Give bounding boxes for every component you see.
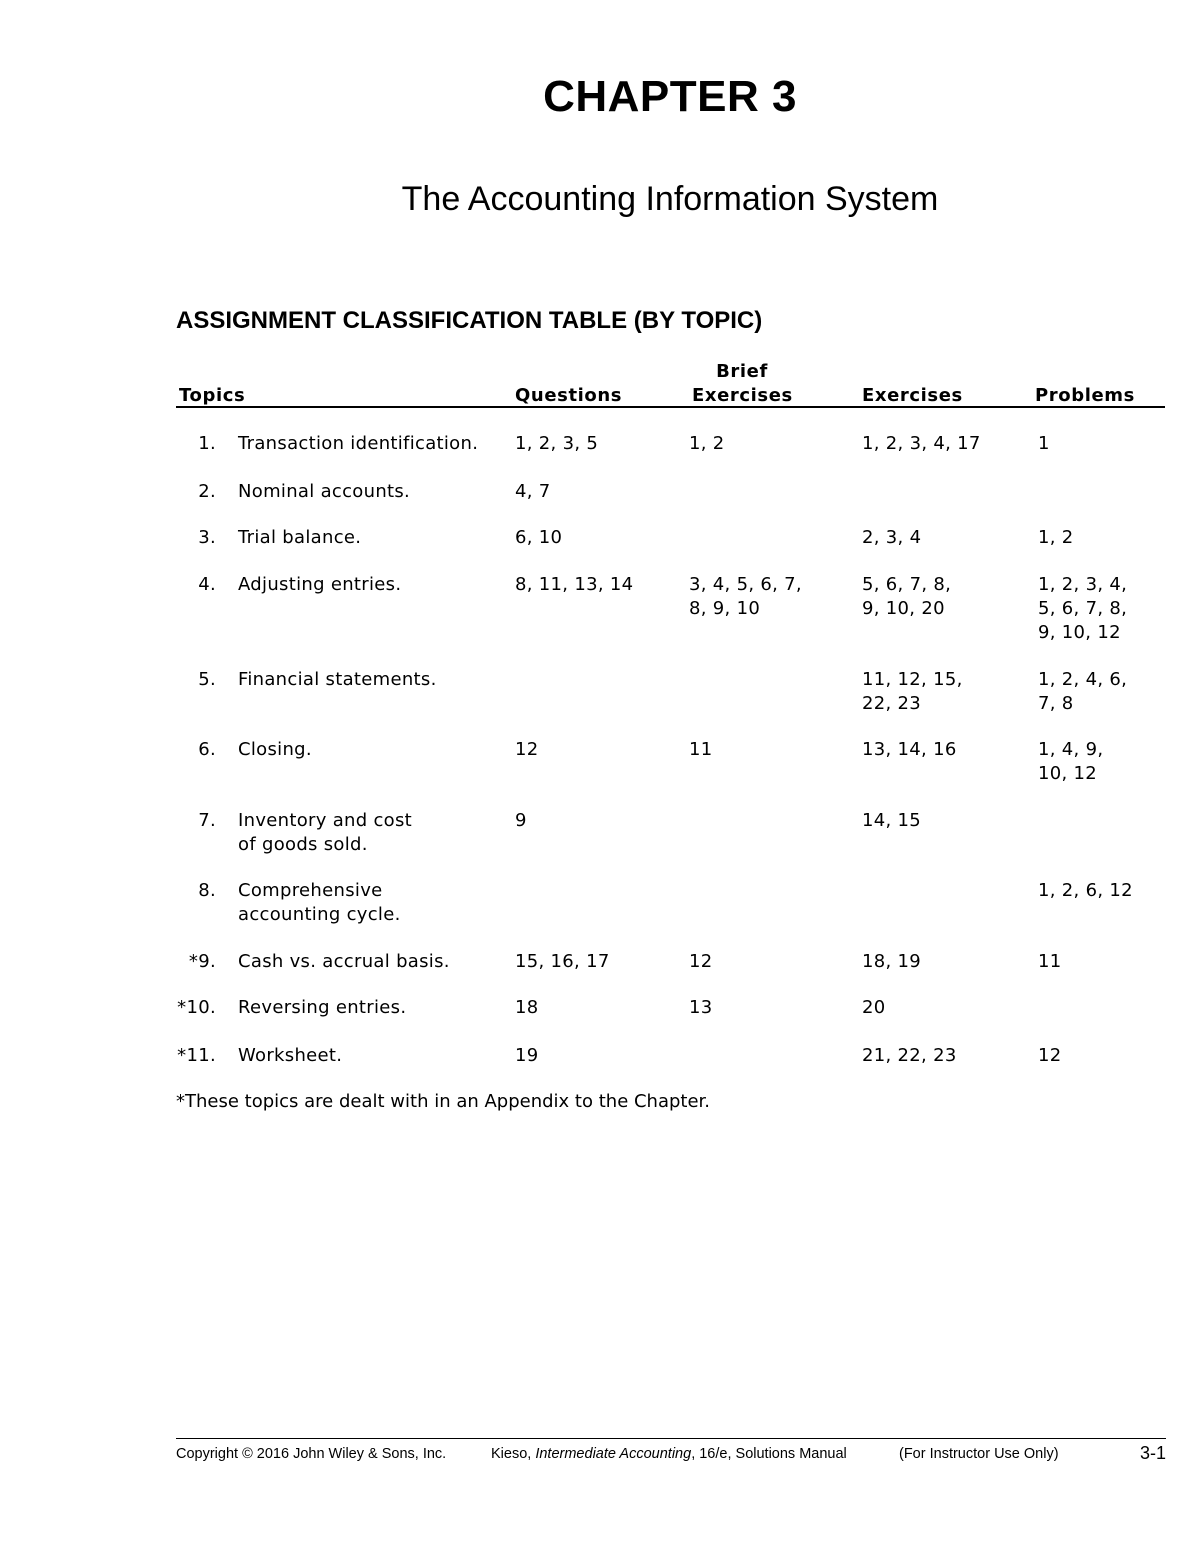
row-number: 1. [198,433,216,454]
row-questions: 19 [515,1045,539,1066]
row-number: *10. [177,997,216,1018]
row-number: 4. [198,574,216,595]
row-brief-exercises: 1, 2 [689,433,725,454]
row-exercises: 5, 6, 7, 8, 9, 10, 20 [862,574,952,619]
page-number: 3-1 [1139,1443,1166,1463]
footer-author: Kieso, [491,1446,536,1462]
row-exercises: 1, 2, 3, 4, 17 [862,433,981,454]
row-problems: 1, 2, 3, 4, 5, 6, 7, 8, 9, 10, 12 [1038,574,1128,643]
row-topic: Transaction identification. [238,433,479,454]
row-problems: 1 [1038,433,1050,454]
header-divider [176,406,1165,408]
row-problems: 1, 2, 6, 12 [1038,880,1133,901]
row-questions: 6, 10 [515,527,563,548]
row-topic: Comprehensive accounting cycle. [238,880,401,925]
row-topic: Worksheet. [238,1045,343,1066]
footer-copyright: Copyright © 2016 John Wiley & Sons, Inc. [176,1446,447,1462]
row-number: 8. [198,880,216,901]
row-brief-exercises: 12 [689,951,713,972]
column-header-exercises: Exercises [862,385,963,406]
column-header-topics: Topics [179,385,246,406]
row-questions: 12 [515,739,539,760]
row-exercises: 21, 22, 23 [862,1045,957,1066]
row-problems: 11 [1038,951,1062,972]
column-header-brief-line1: Brief [716,361,768,382]
chapter-subtitle: The Accounting Information System [401,180,939,218]
row-questions: 18 [515,997,539,1018]
footer-usage-note: (For Instructor Use Only) [899,1446,1059,1462]
row-questions: 8, 11, 13, 14 [515,574,634,595]
row-topic: Financial statements. [238,669,437,690]
row-number: 6. [198,739,216,760]
row-number: 2. [198,481,216,502]
table-heading: ASSIGNMENT CLASSIFICATION TABLE (BY TOPIC) [176,307,763,334]
row-problems: 1, 2 [1038,527,1074,548]
row-topic: Cash vs. accrual basis. [238,951,450,972]
table-footnote: *These topics are dealt with in an Appendix to the Chapter. [176,1091,711,1112]
row-number: 7. [198,810,216,831]
row-topic: Closing. [238,739,312,760]
row-number: 5. [198,669,216,690]
row-brief-exercises: 3, 4, 5, 6, 7, 8, 9, 10 [689,574,802,619]
row-brief-exercises: 13 [689,997,713,1018]
column-header-brief-exercises: Exercises [692,385,793,406]
row-exercises: 20 [862,997,886,1018]
row-exercises: 11, 12, 15, 22, 23 [862,669,963,714]
column-header-problems: Problems [1035,385,1135,406]
row-topic: Nominal accounts. [238,481,411,502]
row-brief-exercises: 11 [689,739,713,760]
row-exercises: 14, 15 [862,810,922,831]
row-questions: 1, 2, 3, 5 [515,433,599,454]
row-problems: 1, 4, 9, 10, 12 [1038,739,1104,784]
row-number: *11. [177,1045,216,1066]
footer-book-title: Intermediate Accounting [535,1446,692,1462]
footer-divider [176,1438,1166,1439]
row-problems: 1, 2, 4, 6, 7, 8 [1038,669,1128,714]
footer-edition: , 16/e, Solutions Manual [691,1446,847,1462]
row-number: 3. [198,527,216,548]
row-number: *9. [188,951,216,972]
footer-book-credit [491,1444,847,1464]
row-questions: 9 [515,810,527,831]
row-topic: Inventory and cost of goods sold. [238,810,413,855]
chapter-title: CHAPTER 3 [543,72,797,121]
row-topic: Trial balance. [238,527,362,548]
row-questions: 15, 16, 17 [515,951,610,972]
row-topic: Reversing entries. [238,997,407,1018]
row-problems: 12 [1038,1045,1062,1066]
row-topic: Adjusting entries. [238,574,402,595]
row-exercises: 2, 3, 4 [862,527,922,548]
row-exercises: 13, 14, 16 [862,739,957,760]
column-header-questions: Questions [515,385,623,406]
row-questions: 4, 7 [515,481,551,502]
row-exercises: 18, 19 [862,951,922,972]
